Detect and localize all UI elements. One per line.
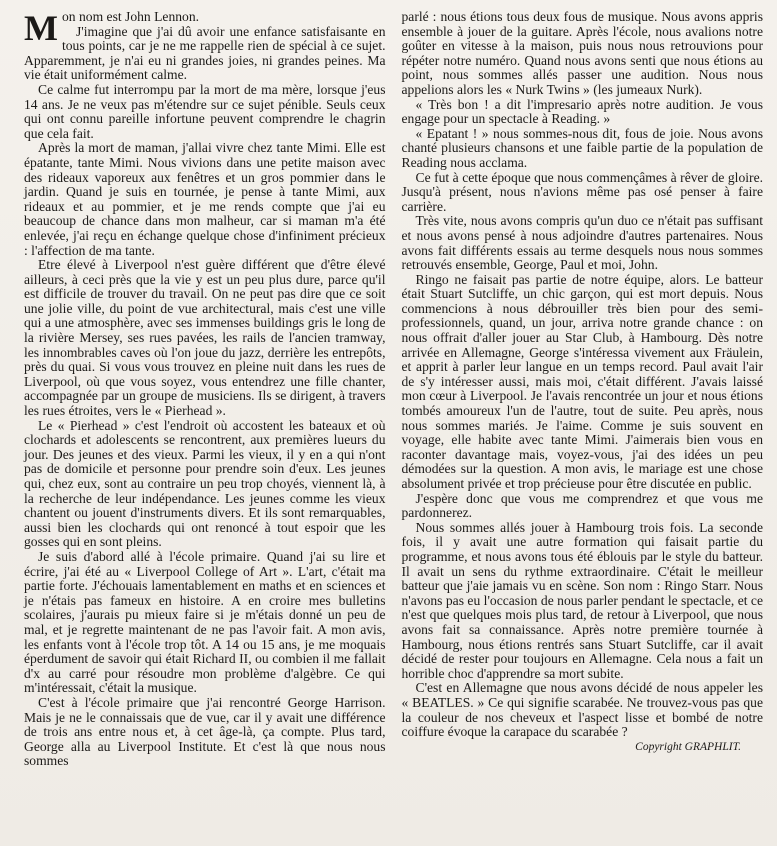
column-right: [402, 10, 764, 769]
paragraph: Ce calme fut interrompu par la mort de ma mère, lorsque j'eus 14 ans. Je ne veux pas m'étendre sur ce sujet pénible. Seuls ceux qui ont connu pareille infortune peuvent comprendre le chagrin que cela fait.: [24, 81, 386, 141]
opening-line: on nom est John Lennon.: [61, 9, 200, 24]
paragraph: Je suis d'abord allé à l'école primaire. Quand j'ai su lire et écrire, j'ai été au « Liverpool College of Art ». L'art, c'était ma partie forte. J'échouais lamentablement en maths et en sciences et je n'étais pas fameux en histoire. A en croire mes bulletins scolaires, j'aurais pu mieux faire si je m'étais donné un peu de mal, et je regrette maintenant de ne pas l'avoir fait. A mon avis, les enfants vont à l'école trop tôt. A 14 ou 15 ans, je me moquais éperdument de savoir qui était Richard II, ou combien il me fallait d'x au carré pour résoudre mon problème d'algèbre. Ce qui m'intéressait, c'était la musique.: [24, 548, 386, 696]
paragraph: Ce fut à cette époque que nous commençâmes à rêver de gloire. Jusqu'à présent, nous n'avions même pas osé penser à faire carrière.: [401, 169, 763, 214]
paragraph: Etre élevé à Liverpool n'est guère différent que d'être élevé ailleurs, à ceci près que la vie y est un peu plus dure, parce qu'il est difficile de trouver du travail. On ne peut pas dire que ce soit une jolie ville, du point de vue architectural, mais c'est une ville qui a une atmosphère, avec ses immenses buildings gris le long de la rivière Mersey, ses rues pavées, les rails de l'ancien tramway, les innombrables caves où l'on joue du jazz, derrière les entrepôts, près du quai. Si vous vous trouvez en pleine nuit dans les rues de Liverpool, où que vous soyez, vous entendrez une fille chanter, accompagnée par un groupe de musiciens. Ils se dirigent, à travers les rues étroites, vers le « Pierhead ».: [24, 257, 386, 419]
paragraph: J'imagine que j'ai dû avoir une enfance satisfaisante en tous points, car je ne me rappelle rien de spécial à ce sujet. Apparemment, je n'ai eu ni grandes joies, ni grandes peines. Ma vie était uniformément calme.: [24, 23, 386, 83]
paragraph: Le « Pierhead » c'est l'endroit où accostent les bateaux et où clochards et adolescents se rencontrent, aux premières lueurs du jour. Des jeunes et des vieux. Parmi les vieux, il y en a qui n'ont pas de domicile et personne pour prendre soin d'eux. Les jeunes qui, chez eux, sont au contraire un peu trop choyés, viennent là, à la recherche de leur indépendance. Les jeunes comme les vieux chantent ou jouent d'instruments divers. Et ils sont remarquables, aussi bien les clochards qui ont renoncé à tout espoir que les gosses qui en sont pleins.: [24, 417, 386, 550]
drop-cap: M: [24, 8, 58, 48]
paragraph: J'espère donc que vous me comprendrez et que vous me pardonnerez.: [401, 490, 763, 521]
paragraph-opening: [24, 8, 386, 48]
paragraph: « Epatant ! » nous sommes-nous dit, fous de joie. Nous avons chanté plusieurs chansons et une faible partie de la population de Reading nous acclama.: [401, 125, 763, 170]
article-columns: [24, 10, 763, 769]
paragraph: C'est à l'école primaire que j'ai rencontré George Harrison. Mais je ne le connaissais que de vue, car il y avait une différence de trois ans entre nous et, à cet âge-là, ça compte. Plus tard, George alla au Liverpool Institute. Et c'est là que nous nous sommes: [24, 694, 386, 769]
paragraph-continued: parlé : nous étions tous deux fous de musique. Nous avons appris ensemble à jouer de la guitare. Après l'école, nous avalions notre goûter en vitesse à la maison, puis nous nous retrouvions pour répéter notre numéro. Quand nous avons senti que nous étions au point, nous sommes allés passer une audition. Nous nous appelions alors les « Nurk Twins » (les jumeaux Nurk).: [401, 9, 763, 97]
paragraph: Nous sommes allés jouer à Hambourg trois fois. La seconde fois, il y avait une autre formation qui faisait partie du programme, et nous avons tous été éblouis par le style du batteur. Il avait un sens du rythme extraordinaire. C'était le meilleur batteur que j'aie jamais vu en scène. Son nom : Ringo Starr. Nous n'avons pas eu l'occasion de nous parler pendant le spectacle, et ce n'est que quelques mois plus tard, de retour à Liverpool, que nous avons fait sa connaissance. Après notre première tournée à Hambourg, nous étions rentrés sans Stuart Sutcliffe, car il avait décidé de rester pour toujours en Allemagne. Cela nous a fait un horrible choc d'apprendre sa mort subite.: [401, 519, 763, 681]
paragraph: Ringo ne faisait pas partie de notre équipe, alors. Le batteur était Stuart Sutcliffe, un chic garçon, qui est mort depuis. Nous commencions à nous débrouiller très bien pour des semi-professionnels, quand, un jour, arriva notre grande chance : on nous offrait d'aller jouer au Star Club, à Hambourg. Dès notre arrivée en Allemagne, George s'intéressa vivement aux Fräulein, et apprit à parler leur langue en un temps record. Paul avait l'air de s'y intéresser aussi, mais moi, c'était différent. J'avais laissé mon cœur à Liverpool. Je l'avais rencontrée un jour et nous étions tombés amoureux l'un de l'autre, tout de suite. Peu après, nous nous sommes mariés. Je l'aime. Comme je suis souvent en voyage, elle habite avec tante Mimi. J'aimerais bien vous en raconter davantage mais, voyez-vous, j'ai des idées un peu démodées sur la question. A mon avis, le mariage est une chose absolument privée et trop précieuse pour être discutée en public.: [401, 271, 763, 491]
copyright-credit: Copyright GRAPHLIT.: [635, 740, 741, 753]
paragraph: Très vite, nous avons compris qu'un duo ce n'était pas suffisant et nous avons pensé à nous adjoindre d'autres partenaires. Nous avons fait différents essais au terme desquels nous nous sommes retrouvés ensemble, George, Paul et moi, John.: [401, 213, 763, 273]
column-left: [24, 10, 386, 769]
paragraph: « Très bon ! a dit l'impresario après notre audition. Je vous engage pour un spectacle à Reading. »: [401, 96, 763, 127]
paragraph: Après la mort de maman, j'allai vivre chez tante Mimi. Elle est épatante, tante Mimi. Nous vivions dans une petite maison avec des rideaux vaporeux aux fenêtres et un gros pommier dans le jardin. Quand je suis en tournée, je pense à tante Mimi, aux rideaux et au pommier, et je me rends compte que j'ai eu beaucoup de chance dans mon malheur, car si maman m'a été enlevée, j'ai reçu en échange quelque chose d'infiniment précieux : l'affection de ma tante.: [24, 140, 386, 258]
paragraph: C'est en Allemagne que nous avons décidé de nous appeler les « BEATLES. » Ce qui signifie scarabée. Ne trouvez-vous pas que la couleur de nos cheveux et l'aspect lisse et bombé de notre coiffure évoque la carapace du scarabée ?: [401, 680, 763, 740]
